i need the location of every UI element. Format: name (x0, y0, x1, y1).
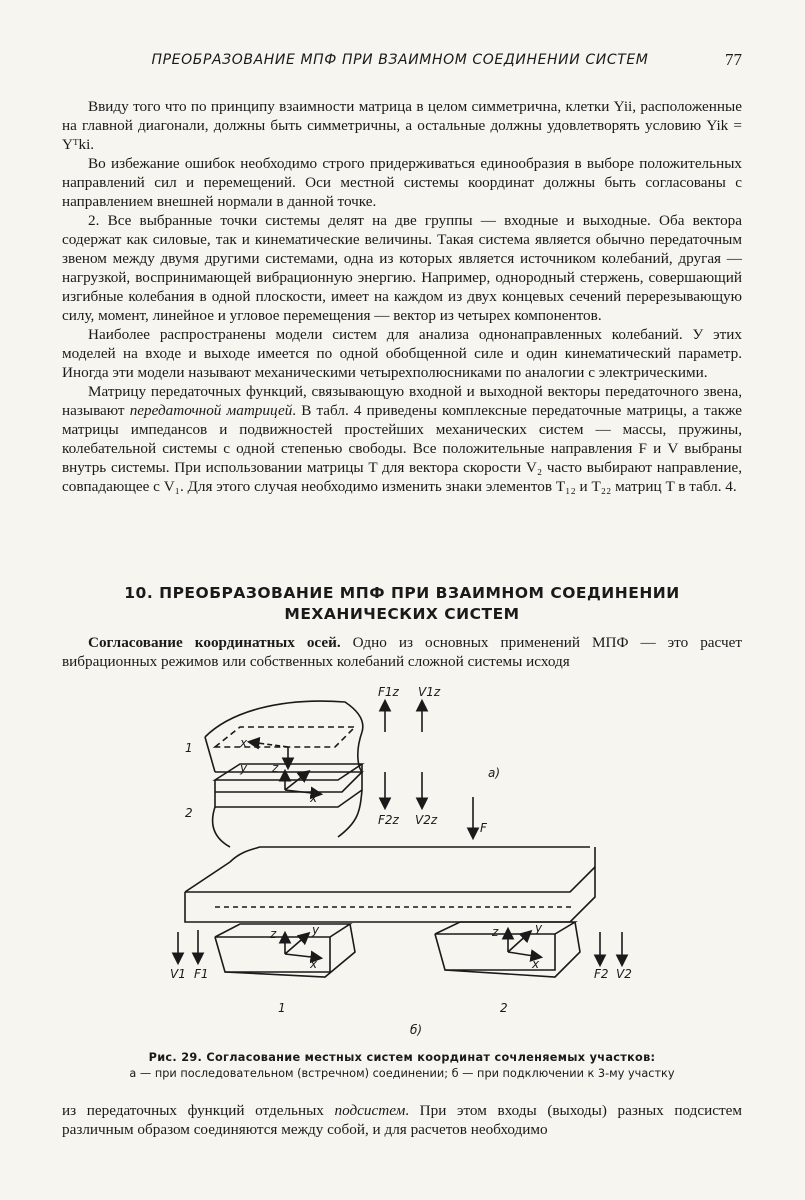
axis-b2-y (508, 932, 530, 952)
paragraph-axes-text: Одно из основных применений МПФ — это расчет вибрационных режимов или собственных колебаний сложной системы исходя (62, 634, 742, 670)
part-2-right-curve (338, 790, 362, 837)
label-part-1-b: 1 (278, 1001, 286, 1015)
part-1-top-face (215, 727, 355, 747)
paragraph-point-groups: 2. Все выбранные точки системы делят на две группы — входные и выходные. Оба вектора содержат как силовые, так и кинематические величины. Такая система является обычно передаточным звеном между двумя другими системами, одна из которых является источником колебаний, другая — нагрузкой, воспринимающей вибрационную энергию. Например, однородный стержень, совершающий изгибные колебания в одной плоскости, имеет на каждом из двух концевых сечений перерезывающую силу, момент, линейное и угловое перемещения — вектор из четырех компонентов. (62, 212, 742, 324)
label-axis-z-b1: z (270, 927, 277, 941)
label-axis-x-a2: x (310, 791, 318, 805)
top-text-block (62, 97, 742, 496)
label-F: F (480, 821, 487, 835)
caption-body: а — при последовательном (встречном) соединении; б — при подключении к 3-му участку (129, 1067, 675, 1080)
bottom-text-block (62, 1101, 742, 1139)
label-F2: F2 (594, 967, 609, 981)
label-axis-x-a: x (240, 736, 248, 750)
part-1-left-edge (205, 737, 215, 772)
page-number: 77 (725, 50, 742, 69)
section-heading-line2: МЕХАНИЧЕСКИХ СИСТЕМ (284, 605, 520, 623)
term-subsystems: подсистем (334, 1102, 406, 1119)
paragraph-transfer-matrix-part2: . В табл. 4 приведены комплексные передаточные матрицы, а также матрицы импедансов и подвижностей простейших механических систем — массы, пружины, колебательной системы с одной степенью свободы. Все положительные направления F и V выбраны внутрь системы. При использовании матрицы T для вектора скорости V₂ часто выбирают направление, совпадающее с V₁. Для этого случая необходимо изменить знаки элементов T₁₂ и T₂₂ матриц T в табл. 4. (62, 402, 742, 495)
run-in-heading: Согласование координатных осей. (88, 634, 341, 651)
beam-top (230, 847, 590, 862)
beam-bottom-front (185, 847, 595, 922)
section-heading (62, 583, 742, 625)
label-V1z: V1z (418, 685, 441, 699)
label-sub-b: б) (410, 1023, 423, 1037)
label-F2z: F2z (378, 813, 399, 827)
section-heading-line1: 10. ПРЕОБРАЗОВАНИЕ МПФ ПРИ ВЗАИМНОМ СОЕДИНЕНИИ (124, 584, 680, 602)
label-axis-z-b2: z (492, 925, 499, 939)
part-2-box (215, 764, 362, 807)
figure-29 (170, 672, 650, 1042)
label-axis-z-a: z (272, 761, 279, 775)
part-1-upper-body (205, 701, 363, 737)
paragraph-transfer-matrix-part1: Матрицу передаточных функций, связывающую входной и выходной векторы передаточного звена, называют (62, 383, 742, 419)
label-axis-x-b1: x (310, 957, 318, 971)
label-sub-a: а) (488, 766, 501, 780)
caption-title: Рис. 29. Согласование местных систем координат сочленяемых участков: (148, 1051, 656, 1064)
label-part-1-a: 1 (185, 741, 193, 755)
label-axis-y-b2: y (535, 921, 543, 935)
label-part-2-a: 2 (185, 806, 193, 820)
paragraph-subsystems (62, 1101, 742, 1139)
label-axis-x-b2: x (532, 957, 540, 971)
part-1-lower-face (215, 772, 362, 792)
running-title: ПРЕОБРАЗОВАНИЕ МПФ ПРИ ВЗАИМНОМ СОЕДИНЕНИИ СИСТЕМ (151, 52, 649, 68)
paragraph-subsystems-part1: из передаточных функций отдельных (62, 1102, 335, 1119)
term-transfer-matrix: передаточной матрицей (129, 402, 293, 419)
label-V1: V1 (170, 967, 186, 981)
axis-a-lower-y (285, 772, 308, 790)
paragraph-uniformity: Во избежание ошибок необходимо строго придерживаться единообразия в выборе положительных направлений сил и перемещений. Оси местной системы координат должны быть согласованы с направлением внешней нормали в данной точке. (62, 155, 742, 210)
label-V2z: V2z (415, 813, 438, 827)
beam-front-top (185, 862, 595, 892)
paragraph-models: Наиболее распространены модели систем для анализа однонаправленных колебаний. У этих моделей на входе и выходе имеется по одной обобщенной силе и один кинематический параметр. Иногда эти модели называют механическими четырехполюсниками по аналогии с электрическими. (62, 326, 742, 381)
label-V2: V2 (616, 967, 632, 981)
part-2-left-curve (213, 807, 230, 847)
label-F1: F1 (194, 967, 209, 981)
label-axis-y-a: y (240, 761, 248, 775)
paragraph-reciprocity: Ввиду того что по принципу взаимности матрица в целом симметрична, клетки Yii, расположенные на главной диагонали, должны быть симметричны, а остальные должны удовлетворять условию Yik = Yᵀki. (62, 98, 742, 153)
support-2-top (435, 922, 575, 934)
support-1-top (215, 924, 350, 937)
paragraph-transfer-matrix (62, 382, 742, 496)
figure-caption (62, 1050, 742, 1082)
section-intro-block (62, 633, 742, 671)
label-axis-y-b1: y (312, 923, 320, 937)
label-F1z: F1z (378, 685, 399, 699)
label-part-2-b: 2 (500, 1001, 508, 1015)
paragraph-subsystems-part2: . При этом входы (выходы) разных подсистем различным образом соединяются между собой, и для расчетов необходимо (62, 1102, 742, 1138)
paragraph-axes-coordination (62, 633, 742, 671)
